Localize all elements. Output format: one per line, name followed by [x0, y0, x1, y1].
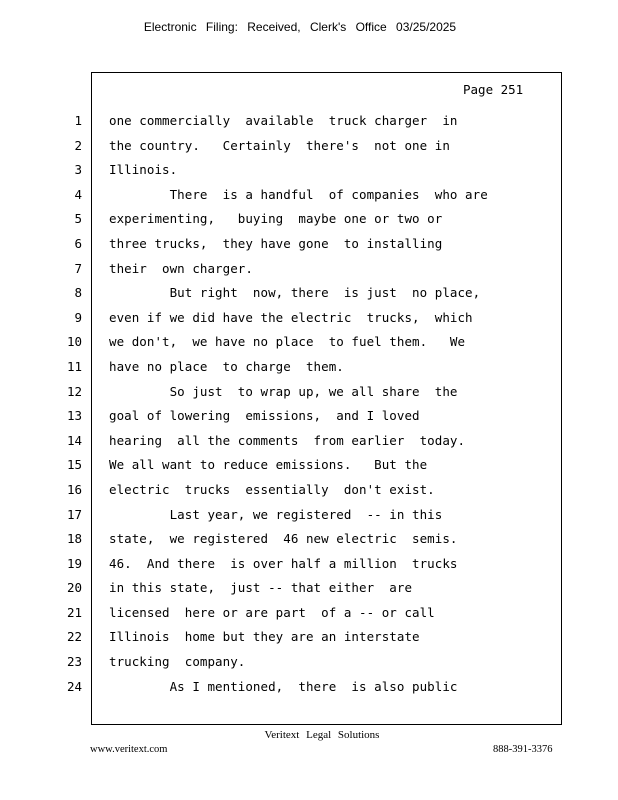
transcript-line: have no place to charge them.	[109, 358, 344, 374]
transcript-line: in this state, just -- that either are	[109, 580, 413, 596]
line-number: 10	[66, 334, 82, 350]
transcript-line: even if we did have the electric trucks, which	[109, 309, 473, 325]
line-number: 12	[66, 383, 82, 399]
transcript-line: state, we registered 46 new electric semis.	[109, 531, 458, 547]
transcript-line: three trucks, they have gone to installing	[109, 235, 443, 251]
line-number: 9	[74, 309, 82, 325]
line-number: 2	[74, 137, 82, 153]
line-number: 16	[66, 481, 82, 497]
line-number: 17	[66, 506, 82, 522]
transcript-line: Last year, we registered -- in this	[109, 506, 443, 522]
line-number: 24	[66, 678, 82, 694]
filing-header: Electronic Filing: Received, Clerk's Office 03/25/2025	[143, 20, 457, 34]
line-number: 11	[66, 358, 82, 374]
line-number: 15	[66, 457, 82, 473]
page-number: Page 251	[463, 82, 524, 97]
transcript-line: But right now, there is just no place,	[109, 285, 481, 301]
line-number: 18	[66, 531, 82, 547]
transcript-text	[109, 112, 549, 702]
line-number: 6	[74, 235, 82, 251]
transcript-line: we don't, we have no place to fuel them. We	[109, 334, 466, 350]
transcript-line: hearing all the comments from earlier today.	[109, 432, 466, 448]
transcript-line: Illinois.	[109, 162, 178, 178]
transcript-line: trucking company.	[109, 654, 246, 670]
line-number: 8	[74, 285, 82, 301]
transcript-line: electric trucks essentially don't exist.	[109, 481, 435, 497]
line-number-column	[60, 112, 82, 702]
line-number: 20	[66, 580, 82, 596]
transcript-line: As I mentioned, there is also public	[109, 678, 458, 694]
transcript-line: their own charger.	[109, 260, 253, 276]
transcript-line: There is a handful of companies who are	[109, 186, 488, 202]
footer-website: www.veritext.com	[90, 744, 168, 755]
footer-phone: 888-391-3376	[493, 744, 553, 755]
line-number: 13	[66, 408, 82, 424]
transcript-line: experimenting, buying maybe one or two or	[109, 211, 443, 227]
transcript-line: 46. And there is over half a million trucks	[109, 555, 458, 571]
line-number: 22	[66, 629, 82, 645]
line-number: 1	[74, 113, 82, 128]
line-number: 19	[66, 555, 82, 571]
line-number: 3	[74, 162, 82, 178]
line-number: 7	[74, 260, 82, 276]
line-number: 14	[66, 432, 82, 448]
transcript-line: the country. Certainly there's not one in	[109, 137, 450, 153]
transcript-line: licensed here or are part of a -- or call	[109, 604, 435, 620]
footer-company: Veritext Legal Solutions	[264, 729, 380, 741]
transcript-line: goal of lowering emissions, and I loved	[109, 408, 420, 424]
transcript-line: So just to wrap up, we all share the	[109, 383, 458, 399]
transcript-line: We all want to reduce emissions. But the	[109, 457, 428, 473]
line-number: 5	[74, 211, 82, 227]
line-number: 4	[74, 186, 82, 202]
transcript-line: one commercially available truck charger in	[109, 113, 458, 128]
line-number: 23	[66, 654, 82, 670]
transcript-line: Illinois home but they are an interstate	[109, 629, 420, 645]
line-number: 21	[66, 604, 82, 620]
